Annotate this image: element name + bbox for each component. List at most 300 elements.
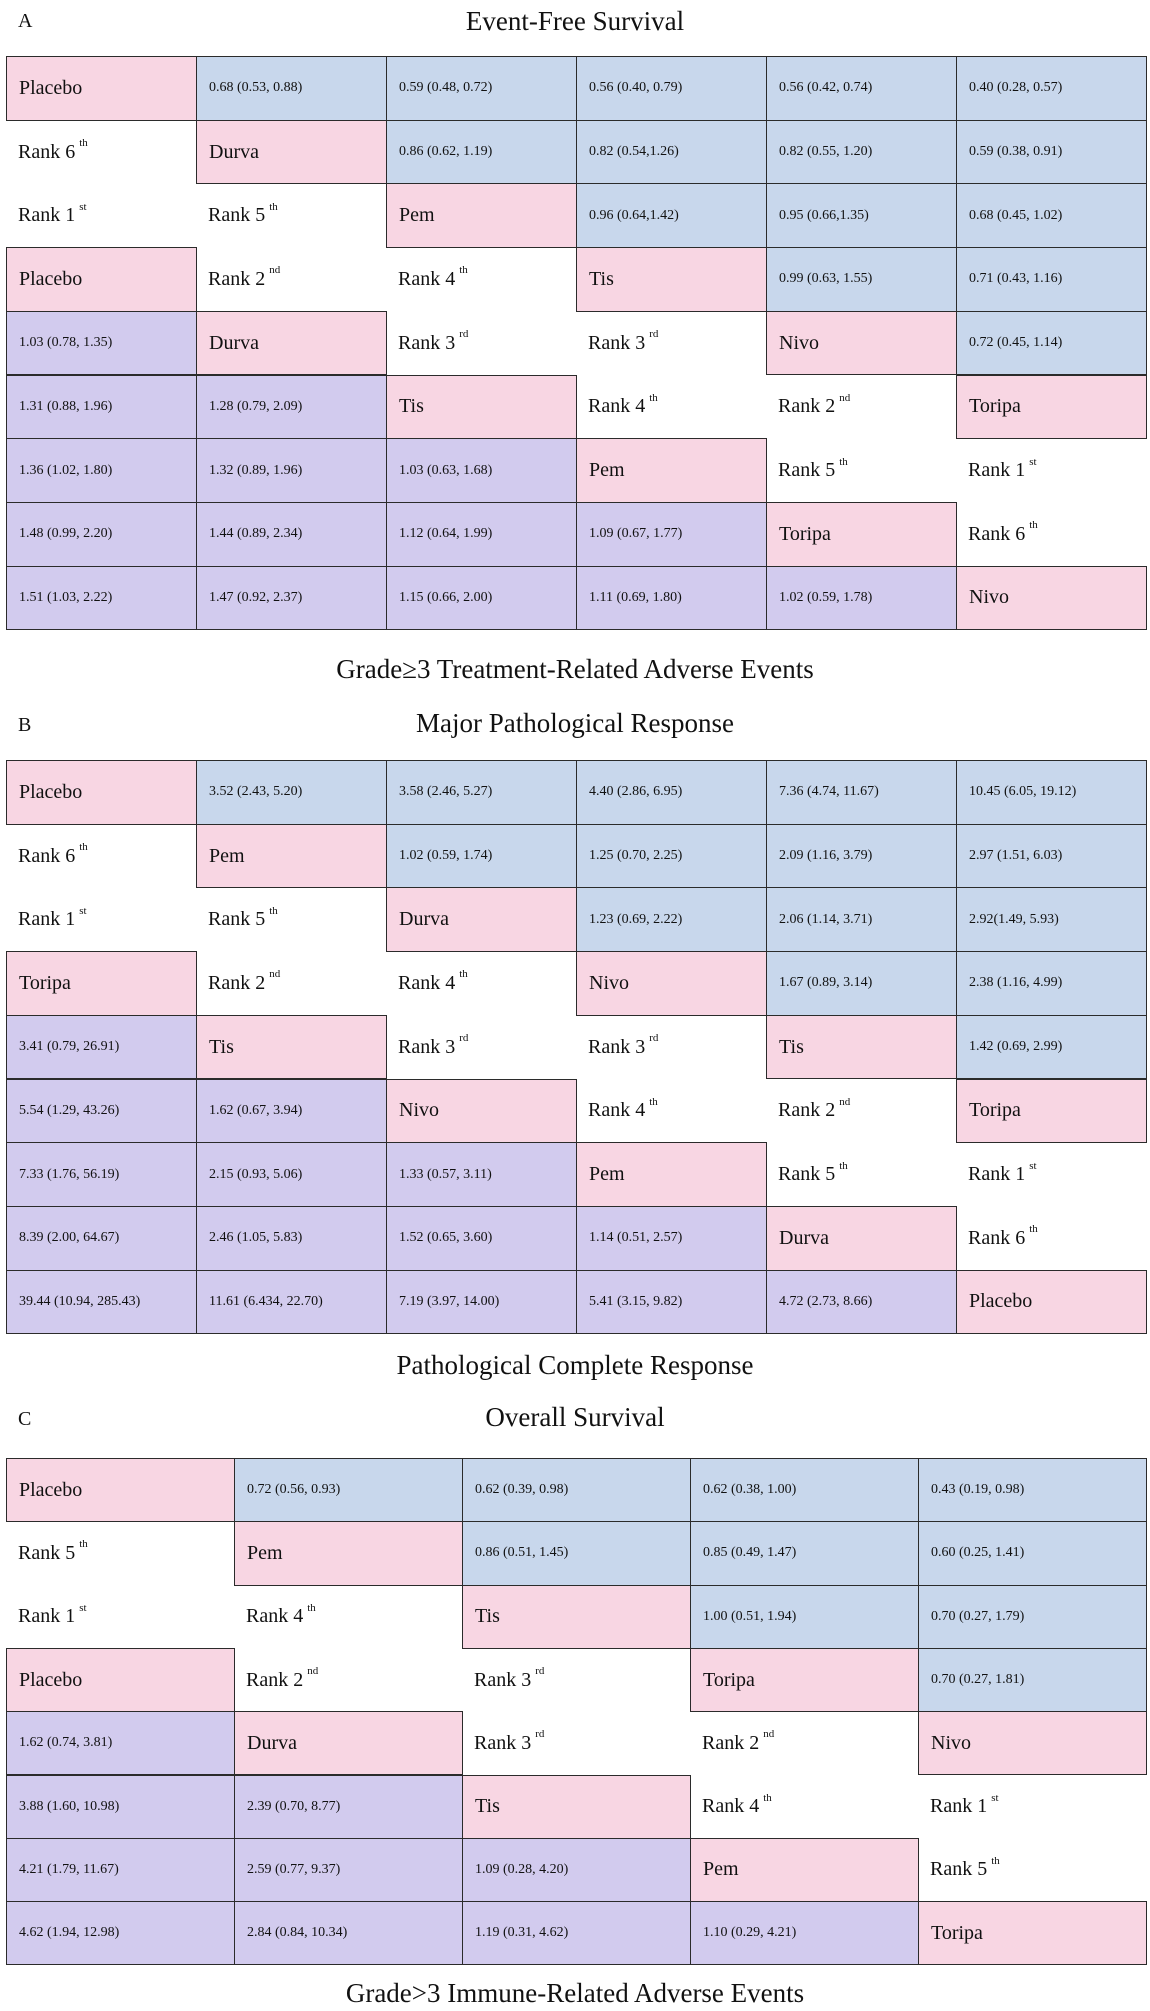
cell-text: 0.62 (0.38, 1.00) bbox=[703, 1482, 797, 1498]
table-cell-diag bbox=[6, 247, 197, 312]
table-cell-upper bbox=[766, 56, 957, 121]
cell-text: 11.61 (6.434, 22.70) bbox=[209, 1293, 323, 1309]
cell-text: 0.43 (0.19, 0.98) bbox=[931, 1482, 1025, 1498]
table-cell-lower bbox=[6, 311, 197, 376]
cell-text: Toripa bbox=[969, 395, 1021, 418]
cell-text: Toripa bbox=[779, 522, 831, 545]
table-cell-diag bbox=[386, 887, 577, 952]
cell-text: 3.41 (0.79, 26.91) bbox=[19, 1039, 120, 1055]
cell-text: Rank 5 bbox=[208, 204, 266, 227]
table-cell-lower bbox=[6, 1079, 197, 1144]
table-cell-rank bbox=[956, 502, 1147, 567]
table-cell-lower bbox=[386, 438, 577, 503]
cell-text: Rank 3 bbox=[398, 1035, 456, 1058]
cell-text: 1.11 (0.69, 1.80) bbox=[589, 589, 682, 605]
table-cell-upper bbox=[956, 951, 1147, 1016]
cell-text: 1.44 (0.89, 2.34) bbox=[209, 526, 303, 542]
table-cell-diag bbox=[576, 1142, 767, 1207]
cell-text: 0.82 (0.55, 1.20) bbox=[779, 144, 873, 160]
rank-suffix: th bbox=[307, 1601, 316, 1614]
table-cell-diag bbox=[690, 1838, 919, 1902]
cell-text: 2.46 (1.05, 5.83) bbox=[209, 1230, 303, 1246]
cell-text: 0.70 (0.27, 1.79) bbox=[931, 1608, 1025, 1624]
cell-text: 3.88 (1.60, 10.98) bbox=[19, 1798, 120, 1814]
cell-text: 1.36 (1.02, 1.80) bbox=[19, 462, 113, 478]
cell-text: Nivo bbox=[779, 331, 819, 354]
cell-text: 4.62 (1.94, 12.98) bbox=[19, 1925, 120, 1941]
table-cell-lower bbox=[6, 1270, 197, 1335]
rank-suffix: rd bbox=[535, 1728, 545, 1741]
table-cell-rank bbox=[196, 183, 387, 248]
table-cell-lower bbox=[6, 1901, 235, 1965]
panel-a-bottom-title: Grade≥3 Treatment-Related Adverse Events bbox=[336, 654, 814, 684]
cell-text: Placebo bbox=[19, 267, 83, 290]
rank-suffix: st bbox=[79, 200, 87, 213]
cell-text: 1.48 (0.99, 2.20) bbox=[19, 526, 113, 542]
table-cell-rank bbox=[6, 1521, 235, 1585]
cell-text: 0.86 (0.51, 1.45) bbox=[475, 1545, 569, 1561]
cell-text: Pem bbox=[209, 844, 245, 867]
cell-text: Rank 1 bbox=[18, 908, 76, 931]
cell-text: Tis bbox=[209, 1035, 234, 1058]
table-cell-rank bbox=[766, 1142, 957, 1207]
table-cell-diag bbox=[956, 566, 1147, 631]
rank-suffix: st bbox=[991, 1791, 999, 1804]
table-cell-upper bbox=[690, 1458, 919, 1522]
table-cell-upper bbox=[462, 1521, 691, 1585]
cell-text: Placebo bbox=[19, 76, 83, 99]
panel-c-title: Overall Survival bbox=[485, 1402, 665, 1432]
table-cell-rank bbox=[462, 1711, 691, 1775]
table-cell-lower bbox=[576, 502, 767, 567]
table-cell-upper bbox=[766, 951, 957, 1016]
table-cell-upper bbox=[196, 56, 387, 121]
cell-text: 8.39 (2.00, 64.67) bbox=[19, 1230, 120, 1246]
table-cell-diag bbox=[196, 824, 387, 889]
cell-text: Rank 5 bbox=[930, 1858, 988, 1881]
table-cell-upper bbox=[576, 760, 767, 825]
cell-text: Pem bbox=[703, 1858, 739, 1881]
table-cell-lower bbox=[6, 566, 197, 631]
table-cell-lower bbox=[6, 1206, 197, 1271]
cell-text: 0.99 (0.63, 1.55) bbox=[779, 271, 873, 287]
cell-text: Rank 1 bbox=[968, 1163, 1026, 1186]
cell-text: 0.72 (0.56, 0.93) bbox=[247, 1482, 341, 1498]
cell-text: 2.92(1.49, 5.93) bbox=[969, 911, 1059, 927]
table-cell-upper bbox=[956, 247, 1147, 312]
cell-text: Rank 3 bbox=[588, 1035, 646, 1058]
cell-text: Rank 4 bbox=[398, 267, 456, 290]
cell-text: 1.09 (0.28, 4.20) bbox=[475, 1861, 569, 1877]
table-cell-lower bbox=[6, 1015, 197, 1080]
panel-c-bottom-title: Grade>3 Immune-Related Adverse Events bbox=[345, 1978, 805, 2008]
cell-text: Rank 4 bbox=[398, 971, 456, 994]
rank-suffix: th bbox=[1029, 1223, 1038, 1236]
table-cell-lower bbox=[196, 566, 387, 631]
cell-text: 4.72 (2.73, 8.66) bbox=[779, 1293, 873, 1309]
table-cell-upper bbox=[956, 824, 1147, 889]
cell-text: Rank 5 bbox=[208, 908, 266, 931]
cell-text: Rank 6 bbox=[968, 522, 1026, 545]
cell-text: Rank 3 bbox=[474, 1668, 532, 1691]
rank-suffix: th bbox=[79, 841, 88, 854]
table-cell-upper bbox=[386, 760, 577, 825]
cell-text: Pem bbox=[589, 1163, 625, 1186]
cell-text: 0.68 (0.45, 1.02) bbox=[969, 207, 1063, 223]
cell-text: 0.56 (0.40, 0.79) bbox=[589, 80, 683, 96]
cell-text: Rank 2 bbox=[778, 1099, 836, 1122]
table-cell-diag bbox=[766, 1015, 957, 1080]
table-cell-lower bbox=[6, 375, 197, 440]
table-cell-upper bbox=[386, 824, 577, 889]
table-cell-upper bbox=[196, 760, 387, 825]
cell-text: 0.70 (0.27, 1.81) bbox=[931, 1672, 1025, 1688]
cell-text: 1.19 (0.31, 4.62) bbox=[475, 1925, 569, 1941]
cell-text: Nivo bbox=[399, 1099, 439, 1122]
cell-text: Placebo bbox=[969, 1290, 1033, 1313]
table-cell-rank bbox=[234, 1585, 463, 1649]
cell-text: 1.31 (0.88, 1.96) bbox=[19, 398, 113, 414]
table-cell-lower bbox=[462, 1838, 691, 1902]
table-cell-upper bbox=[386, 56, 577, 121]
panel-letter-c: C bbox=[18, 1408, 32, 1430]
table-cell-diag bbox=[956, 1079, 1147, 1144]
table-cell-lower bbox=[234, 1775, 463, 1839]
cell-text: 3.58 (2.46, 5.27) bbox=[399, 784, 493, 800]
table-cell-lower bbox=[196, 1142, 387, 1207]
cell-text: Rank 1 bbox=[18, 1605, 76, 1628]
table-cell-lower bbox=[234, 1901, 463, 1965]
table-cell-upper bbox=[956, 887, 1147, 952]
table-cell-lower bbox=[386, 1206, 577, 1271]
cell-text: Rank 1 bbox=[18, 204, 76, 227]
rank-suffix: st bbox=[1029, 1159, 1037, 1172]
cell-text: 0.40 (0.28, 0.57) bbox=[969, 80, 1063, 96]
cell-text: Nivo bbox=[589, 971, 629, 994]
table-cell-rank bbox=[386, 1015, 577, 1080]
table-cell-upper bbox=[690, 1521, 919, 1585]
rank-suffix: th bbox=[269, 200, 278, 213]
table-cell-diag bbox=[956, 1270, 1147, 1335]
table-cell-diag bbox=[386, 1079, 577, 1144]
rank-suffix: rd bbox=[535, 1665, 545, 1678]
table-cell-upper bbox=[918, 1585, 1147, 1649]
table-cell-lower bbox=[386, 566, 577, 631]
cell-text: Rank 1 bbox=[968, 459, 1026, 482]
table-cell-rank bbox=[766, 375, 957, 440]
cell-text: 0.62 (0.39, 0.98) bbox=[475, 1482, 569, 1498]
cell-text: 1.33 (0.57, 3.11) bbox=[399, 1166, 492, 1182]
table-cell-rank bbox=[918, 1838, 1147, 1902]
table-cell-upper bbox=[576, 120, 767, 185]
table-cell-upper bbox=[462, 1458, 691, 1522]
table-cell-rank bbox=[576, 375, 767, 440]
table-cell-diag bbox=[576, 438, 767, 503]
cell-text: 0.86 (0.62, 1.19) bbox=[399, 144, 493, 160]
table-cell-lower bbox=[6, 438, 197, 503]
table-cell-diag bbox=[690, 1648, 919, 1712]
table-cell-diag bbox=[196, 1015, 387, 1080]
table-cell-lower bbox=[766, 1270, 957, 1335]
rank-suffix: nd bbox=[839, 1095, 851, 1108]
table-cell-upper bbox=[234, 1458, 463, 1522]
cell-text: Rank 3 bbox=[398, 331, 456, 354]
cell-text: Pem bbox=[589, 459, 625, 482]
cell-text: 2.09 (1.16, 3.79) bbox=[779, 848, 873, 864]
table-cell-upper bbox=[386, 120, 577, 185]
cell-text: 1.62 (0.74, 3.81) bbox=[19, 1735, 113, 1751]
table-cell-diag bbox=[462, 1775, 691, 1839]
table-cell-lower bbox=[766, 566, 957, 631]
table-cell-lower bbox=[196, 502, 387, 567]
cell-text: 1.15 (0.66, 2.00) bbox=[399, 589, 493, 605]
table-cell-rank bbox=[462, 1648, 691, 1712]
cell-text: 2.39 (0.70, 8.77) bbox=[247, 1798, 341, 1814]
cell-text: 1.03 (0.78, 1.35) bbox=[19, 335, 113, 351]
table-cell-diag bbox=[234, 1711, 463, 1775]
panel-letter-b: B bbox=[18, 714, 32, 736]
table-cell-rank bbox=[956, 438, 1147, 503]
rank-suffix: th bbox=[649, 391, 658, 404]
cell-text: 1.10 (0.29, 4.21) bbox=[703, 1925, 797, 1941]
table-cell-lower bbox=[196, 1079, 387, 1144]
table-cell-lower bbox=[462, 1901, 691, 1965]
table-cell-upper bbox=[918, 1458, 1147, 1522]
cell-text: 4.21 (1.79, 11.67) bbox=[19, 1861, 119, 1877]
table-cell-rank bbox=[576, 1015, 767, 1080]
rank-suffix: th bbox=[649, 1095, 658, 1108]
table-cell-rank bbox=[6, 824, 197, 889]
table-cell-lower bbox=[386, 502, 577, 567]
cell-text: 2.84 (0.84, 10.34) bbox=[247, 1925, 348, 1941]
cell-text: Toripa bbox=[19, 971, 71, 994]
cell-text: 0.68 (0.53, 0.88) bbox=[209, 80, 303, 96]
cell-text: Rank 2 bbox=[246, 1668, 304, 1691]
cell-text: Rank 3 bbox=[588, 331, 646, 354]
cell-text: Durva bbox=[399, 908, 449, 931]
table-cell-diag bbox=[6, 760, 197, 825]
table-cell-diag bbox=[766, 311, 957, 376]
table-cell-upper bbox=[766, 824, 957, 889]
cell-text: 1.14 (0.51, 2.57) bbox=[589, 1230, 683, 1246]
table-cell-rank bbox=[386, 951, 577, 1016]
table-cell-upper bbox=[690, 1585, 919, 1649]
cell-text: Toripa bbox=[931, 1921, 983, 1944]
cell-text: 1.32 (0.89, 1.96) bbox=[209, 462, 303, 478]
table-cell-lower bbox=[690, 1901, 919, 1965]
rank-suffix: rd bbox=[649, 328, 659, 341]
table-cell-rank bbox=[956, 1142, 1147, 1207]
rank-suffix: th bbox=[763, 1791, 772, 1804]
cell-text: 1.67 (0.89, 3.14) bbox=[779, 975, 873, 991]
rank-suffix: th bbox=[991, 1854, 1000, 1867]
cell-text: 0.96 (0.64,1.42) bbox=[589, 207, 679, 223]
table-cell-diag bbox=[766, 1206, 957, 1271]
cell-text: 1.47 (0.92, 2.37) bbox=[209, 589, 303, 605]
table-cell-rank bbox=[6, 887, 197, 952]
cell-text: Toripa bbox=[703, 1668, 755, 1691]
rank-suffix: th bbox=[839, 1159, 848, 1172]
table-cell-upper bbox=[956, 1015, 1147, 1080]
cell-text: Rank 6 bbox=[18, 140, 76, 163]
panel-a-table bbox=[6, 56, 1146, 629]
table-cell-rank bbox=[196, 951, 387, 1016]
cell-text: Tis bbox=[779, 1035, 804, 1058]
table-cell-diag bbox=[918, 1901, 1147, 1965]
cell-text: 1.28 (0.79, 2.09) bbox=[209, 398, 303, 414]
panel-a-title: Event-Free Survival bbox=[465, 6, 685, 36]
cell-text: 2.15 (0.93, 5.06) bbox=[209, 1166, 303, 1182]
rank-suffix: rd bbox=[649, 1032, 659, 1045]
table-cell-rank bbox=[234, 1648, 463, 1712]
table-cell-upper bbox=[956, 183, 1147, 248]
table-cell-rank bbox=[386, 247, 577, 312]
cell-text: 1.51 (1.03, 2.22) bbox=[19, 589, 113, 605]
table-cell-lower bbox=[196, 438, 387, 503]
cell-text: Tis bbox=[399, 395, 424, 418]
cell-text: 1.02 (0.59, 1.74) bbox=[399, 848, 493, 864]
table-cell-lower bbox=[6, 1711, 235, 1775]
cell-text: Durva bbox=[209, 331, 259, 354]
cell-text: 4.40 (2.86, 6.95) bbox=[589, 784, 683, 800]
cell-text: 10.45 (6.05, 19.12) bbox=[969, 784, 1077, 800]
table-cell-upper bbox=[956, 56, 1147, 121]
rank-suffix: nd bbox=[763, 1728, 775, 1741]
table-cell-upper bbox=[576, 56, 767, 121]
table-cell-upper bbox=[918, 1521, 1147, 1585]
cell-text: Tis bbox=[475, 1605, 500, 1628]
cell-text: Tis bbox=[475, 1795, 500, 1818]
cell-text: 0.72 (0.45, 1.14) bbox=[969, 335, 1063, 351]
cell-text: 2.38 (1.16, 4.99) bbox=[969, 975, 1063, 991]
table-cell-diag bbox=[462, 1585, 691, 1649]
table-cell-upper bbox=[956, 120, 1147, 185]
panel-b-table bbox=[6, 760, 1146, 1333]
cell-text: 0.85 (0.49, 1.47) bbox=[703, 1545, 797, 1561]
cell-text: Toripa bbox=[969, 1099, 1021, 1122]
table-cell-upper bbox=[576, 183, 767, 248]
table-cell-upper bbox=[766, 887, 957, 952]
table-cell-rank bbox=[576, 1079, 767, 1144]
cell-text: Rank 5 bbox=[778, 1163, 836, 1186]
rank-suffix: th bbox=[79, 137, 88, 150]
cell-text: 1.02 (0.59, 1.78) bbox=[779, 589, 873, 605]
table-cell-lower bbox=[196, 1206, 387, 1271]
cell-text: Rank 5 bbox=[18, 1541, 76, 1564]
table-cell-rank bbox=[766, 1079, 957, 1144]
cell-text: Placebo bbox=[19, 1478, 83, 1501]
cell-text: Rank 4 bbox=[702, 1795, 760, 1818]
cell-text: 0.60 (0.25, 1.41) bbox=[931, 1545, 1025, 1561]
rank-suffix: th bbox=[79, 1538, 88, 1551]
cell-text: Rank 4 bbox=[588, 395, 646, 418]
table-cell-diag bbox=[918, 1711, 1147, 1775]
table-cell-upper bbox=[956, 760, 1147, 825]
rank-suffix: nd bbox=[269, 968, 281, 981]
rank-suffix: nd bbox=[839, 391, 851, 404]
table-cell-rank bbox=[690, 1775, 919, 1839]
cell-text: 5.41 (3.15, 9.82) bbox=[589, 1293, 683, 1309]
cell-text: Rank 3 bbox=[474, 1731, 532, 1754]
table-cell-diag bbox=[196, 311, 387, 376]
cell-text: Rank 4 bbox=[588, 1099, 646, 1122]
panel-b-bottom-title: Pathological Complete Response bbox=[396, 1350, 754, 1380]
table-cell-rank bbox=[6, 120, 197, 185]
table-cell-rank bbox=[196, 887, 387, 952]
cell-text: Rank 2 bbox=[208, 971, 266, 994]
cell-text: 0.82 (0.54,1.26) bbox=[589, 144, 679, 160]
table-cell-rank bbox=[386, 311, 577, 376]
table-cell-lower bbox=[196, 375, 387, 440]
table-cell-upper bbox=[956, 311, 1147, 376]
rank-suffix: st bbox=[79, 1601, 87, 1614]
table-cell-lower bbox=[6, 1775, 235, 1839]
table-cell-rank bbox=[956, 1206, 1147, 1271]
table-cell-lower bbox=[576, 1206, 767, 1271]
table-cell-diag bbox=[766, 502, 957, 567]
table-cell-lower bbox=[6, 1142, 197, 1207]
cell-text: 1.42 (0.69, 2.99) bbox=[969, 1039, 1063, 1055]
table-cell-diag bbox=[576, 951, 767, 1016]
cell-text: 7.36 (4.74, 11.67) bbox=[779, 784, 879, 800]
table-cell-lower bbox=[576, 566, 767, 631]
table-cell-lower bbox=[386, 1142, 577, 1207]
cell-text: 0.56 (0.42, 0.74) bbox=[779, 80, 873, 96]
cell-text: 5.54 (1.29, 43.26) bbox=[19, 1102, 120, 1118]
table-cell-lower bbox=[196, 1270, 387, 1335]
table-cell-lower bbox=[6, 502, 197, 567]
rank-suffix: rd bbox=[459, 328, 469, 341]
cell-text: Durva bbox=[779, 1226, 829, 1249]
cell-text: Nivo bbox=[931, 1731, 971, 1754]
cell-text: 39.44 (10.94, 285.43) bbox=[19, 1293, 141, 1309]
cell-text: 7.19 (3.97, 14.00) bbox=[399, 1293, 500, 1309]
cell-text: Rank 4 bbox=[246, 1605, 304, 1628]
rank-suffix: nd bbox=[269, 264, 281, 277]
cell-text: Rank 5 bbox=[778, 459, 836, 482]
cell-text: Rank 1 bbox=[930, 1795, 988, 1818]
cell-text: 0.59 (0.38, 0.91) bbox=[969, 144, 1063, 160]
table-cell-diag bbox=[386, 375, 577, 440]
table-cell-rank bbox=[690, 1711, 919, 1775]
table-cell-diag bbox=[956, 375, 1147, 440]
cell-text: Durva bbox=[209, 140, 259, 163]
rank-suffix: th bbox=[459, 968, 468, 981]
table-cell-rank bbox=[576, 311, 767, 376]
table-cell-upper bbox=[766, 183, 957, 248]
rank-suffix: rd bbox=[459, 1032, 469, 1045]
table-cell-lower bbox=[234, 1838, 463, 1902]
cell-text: 0.95 (0.66,1.35) bbox=[779, 207, 869, 223]
cell-text: Rank 2 bbox=[702, 1731, 760, 1754]
table-cell-lower bbox=[6, 1838, 235, 1902]
rank-suffix: th bbox=[1029, 519, 1038, 532]
table-cell-rank bbox=[196, 247, 387, 312]
table-cell-upper bbox=[766, 247, 957, 312]
cell-text: Placebo bbox=[19, 780, 83, 803]
panel-letter-a: A bbox=[18, 10, 33, 32]
cell-text: 1.52 (0.65, 3.60) bbox=[399, 1230, 493, 1246]
table-cell-rank bbox=[918, 1775, 1147, 1839]
cell-text: Rank 6 bbox=[968, 1226, 1026, 1249]
cell-text: Nivo bbox=[969, 586, 1009, 609]
table-cell-upper bbox=[766, 120, 957, 185]
cell-text: Rank 6 bbox=[18, 844, 76, 867]
table-cell-diag bbox=[576, 247, 767, 312]
table-cell-lower bbox=[386, 1270, 577, 1335]
cell-text: 1.23 (0.69, 2.22) bbox=[589, 911, 683, 927]
rank-suffix: th bbox=[459, 264, 468, 277]
